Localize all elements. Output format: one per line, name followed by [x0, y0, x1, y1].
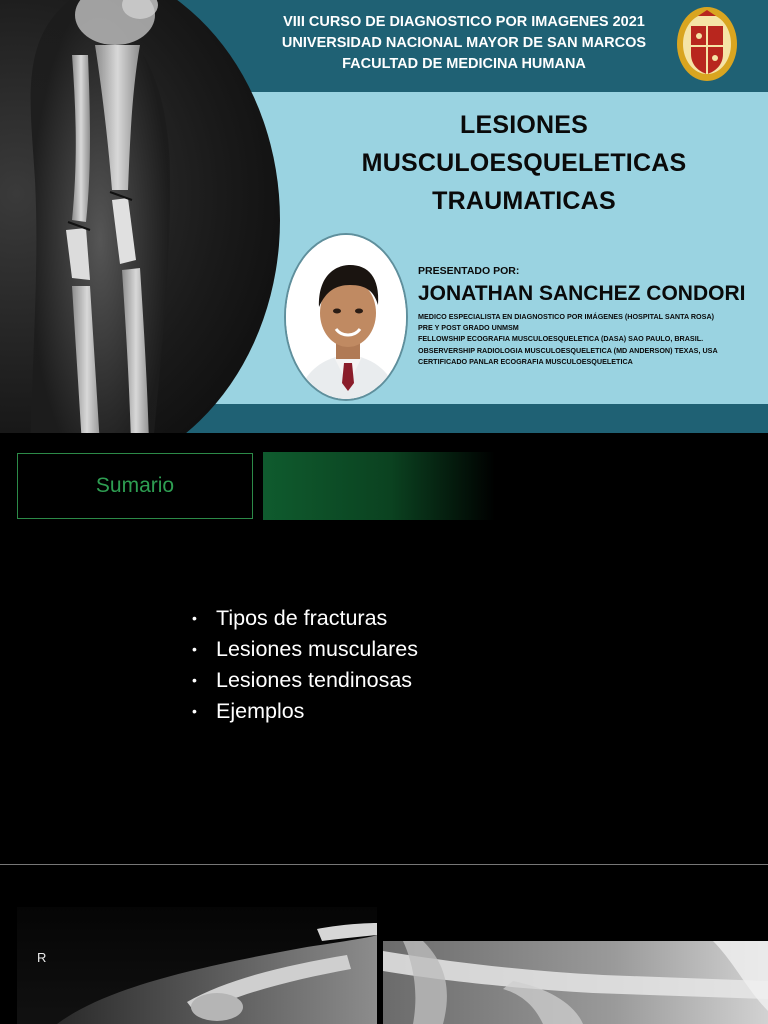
presenter-label: PRESENTADO POR: — [418, 265, 520, 277]
shoulder-xray-image-right — [383, 941, 768, 1024]
university-seal-icon — [676, 6, 738, 82]
credential-line: MEDICO ESPECIALISTA EN DIAGNOSTICO POR IMÁGENES (HOSPITAL SANTA ROSA) — [418, 312, 715, 321]
topic-label: Tipos de fracturas — [216, 606, 388, 630]
title-line-3: TRAUMATICAS — [432, 187, 616, 215]
header-line-university: UNIVERSIDAD NACIONAL MAYOR DE SAN MARCOS — [281, 35, 647, 51]
topic-label: Lesiones musculares — [216, 637, 418, 661]
list-item — [190, 696, 418, 727]
topic-label: Ejemplos — [216, 699, 305, 723]
header-line-course: VIII CURSO DE DIAGNOSTICO POR IMAGENES 2021 — [283, 14, 645, 30]
bullet-icon: • — [192, 641, 197, 657]
shoulder-xray-image-left — [17, 907, 377, 1024]
forearm-xray-image — [0, 0, 280, 433]
presenter-name: JONATHAN SANCHEZ CONDORI — [418, 282, 746, 305]
title-slide — [0, 0, 768, 433]
bullet-icon: • — [192, 672, 197, 688]
bullet-icon: • — [192, 610, 197, 626]
credential-line: CERTIFICADO PANLAR ECOGRAFIA MUSCULOESQUELETICA — [418, 356, 633, 366]
slide-divider — [0, 864, 768, 865]
xray-side-marker: R — [37, 950, 47, 965]
credential-line: FELLOWSHIP ECOGRAFIA MUSCULOESQUELETICA (DASA) SAO PAULO, BRASIL. — [418, 334, 704, 344]
title-line-2: MUSCULOESQUELETICAS — [361, 149, 687, 177]
list-item — [190, 634, 418, 665]
list-item — [190, 603, 418, 634]
title-line-1: LESIONES — [459, 111, 589, 139]
section-title-box — [17, 453, 253, 519]
topic-label: Lesiones tendinosas — [216, 668, 413, 692]
list-item — [190, 665, 418, 696]
section-title: Sumario — [95, 474, 175, 497]
presenter-photo — [284, 233, 408, 401]
decorative-green-bar — [263, 452, 495, 520]
topic-list — [190, 603, 418, 727]
credential-line: OBSERVERSHIP RADIOLOGIA MUSCULOESQUELETICA (MD ANDERSON) TEXAS, USA — [418, 345, 718, 355]
credential-line: PRE Y POST GRADO UNMSM — [418, 323, 519, 333]
header-line-faculty: FACULTAD DE MEDICINA HUMANA — [342, 56, 586, 72]
presenter-credentials — [418, 311, 763, 367]
bullet-icon: • — [192, 703, 197, 719]
